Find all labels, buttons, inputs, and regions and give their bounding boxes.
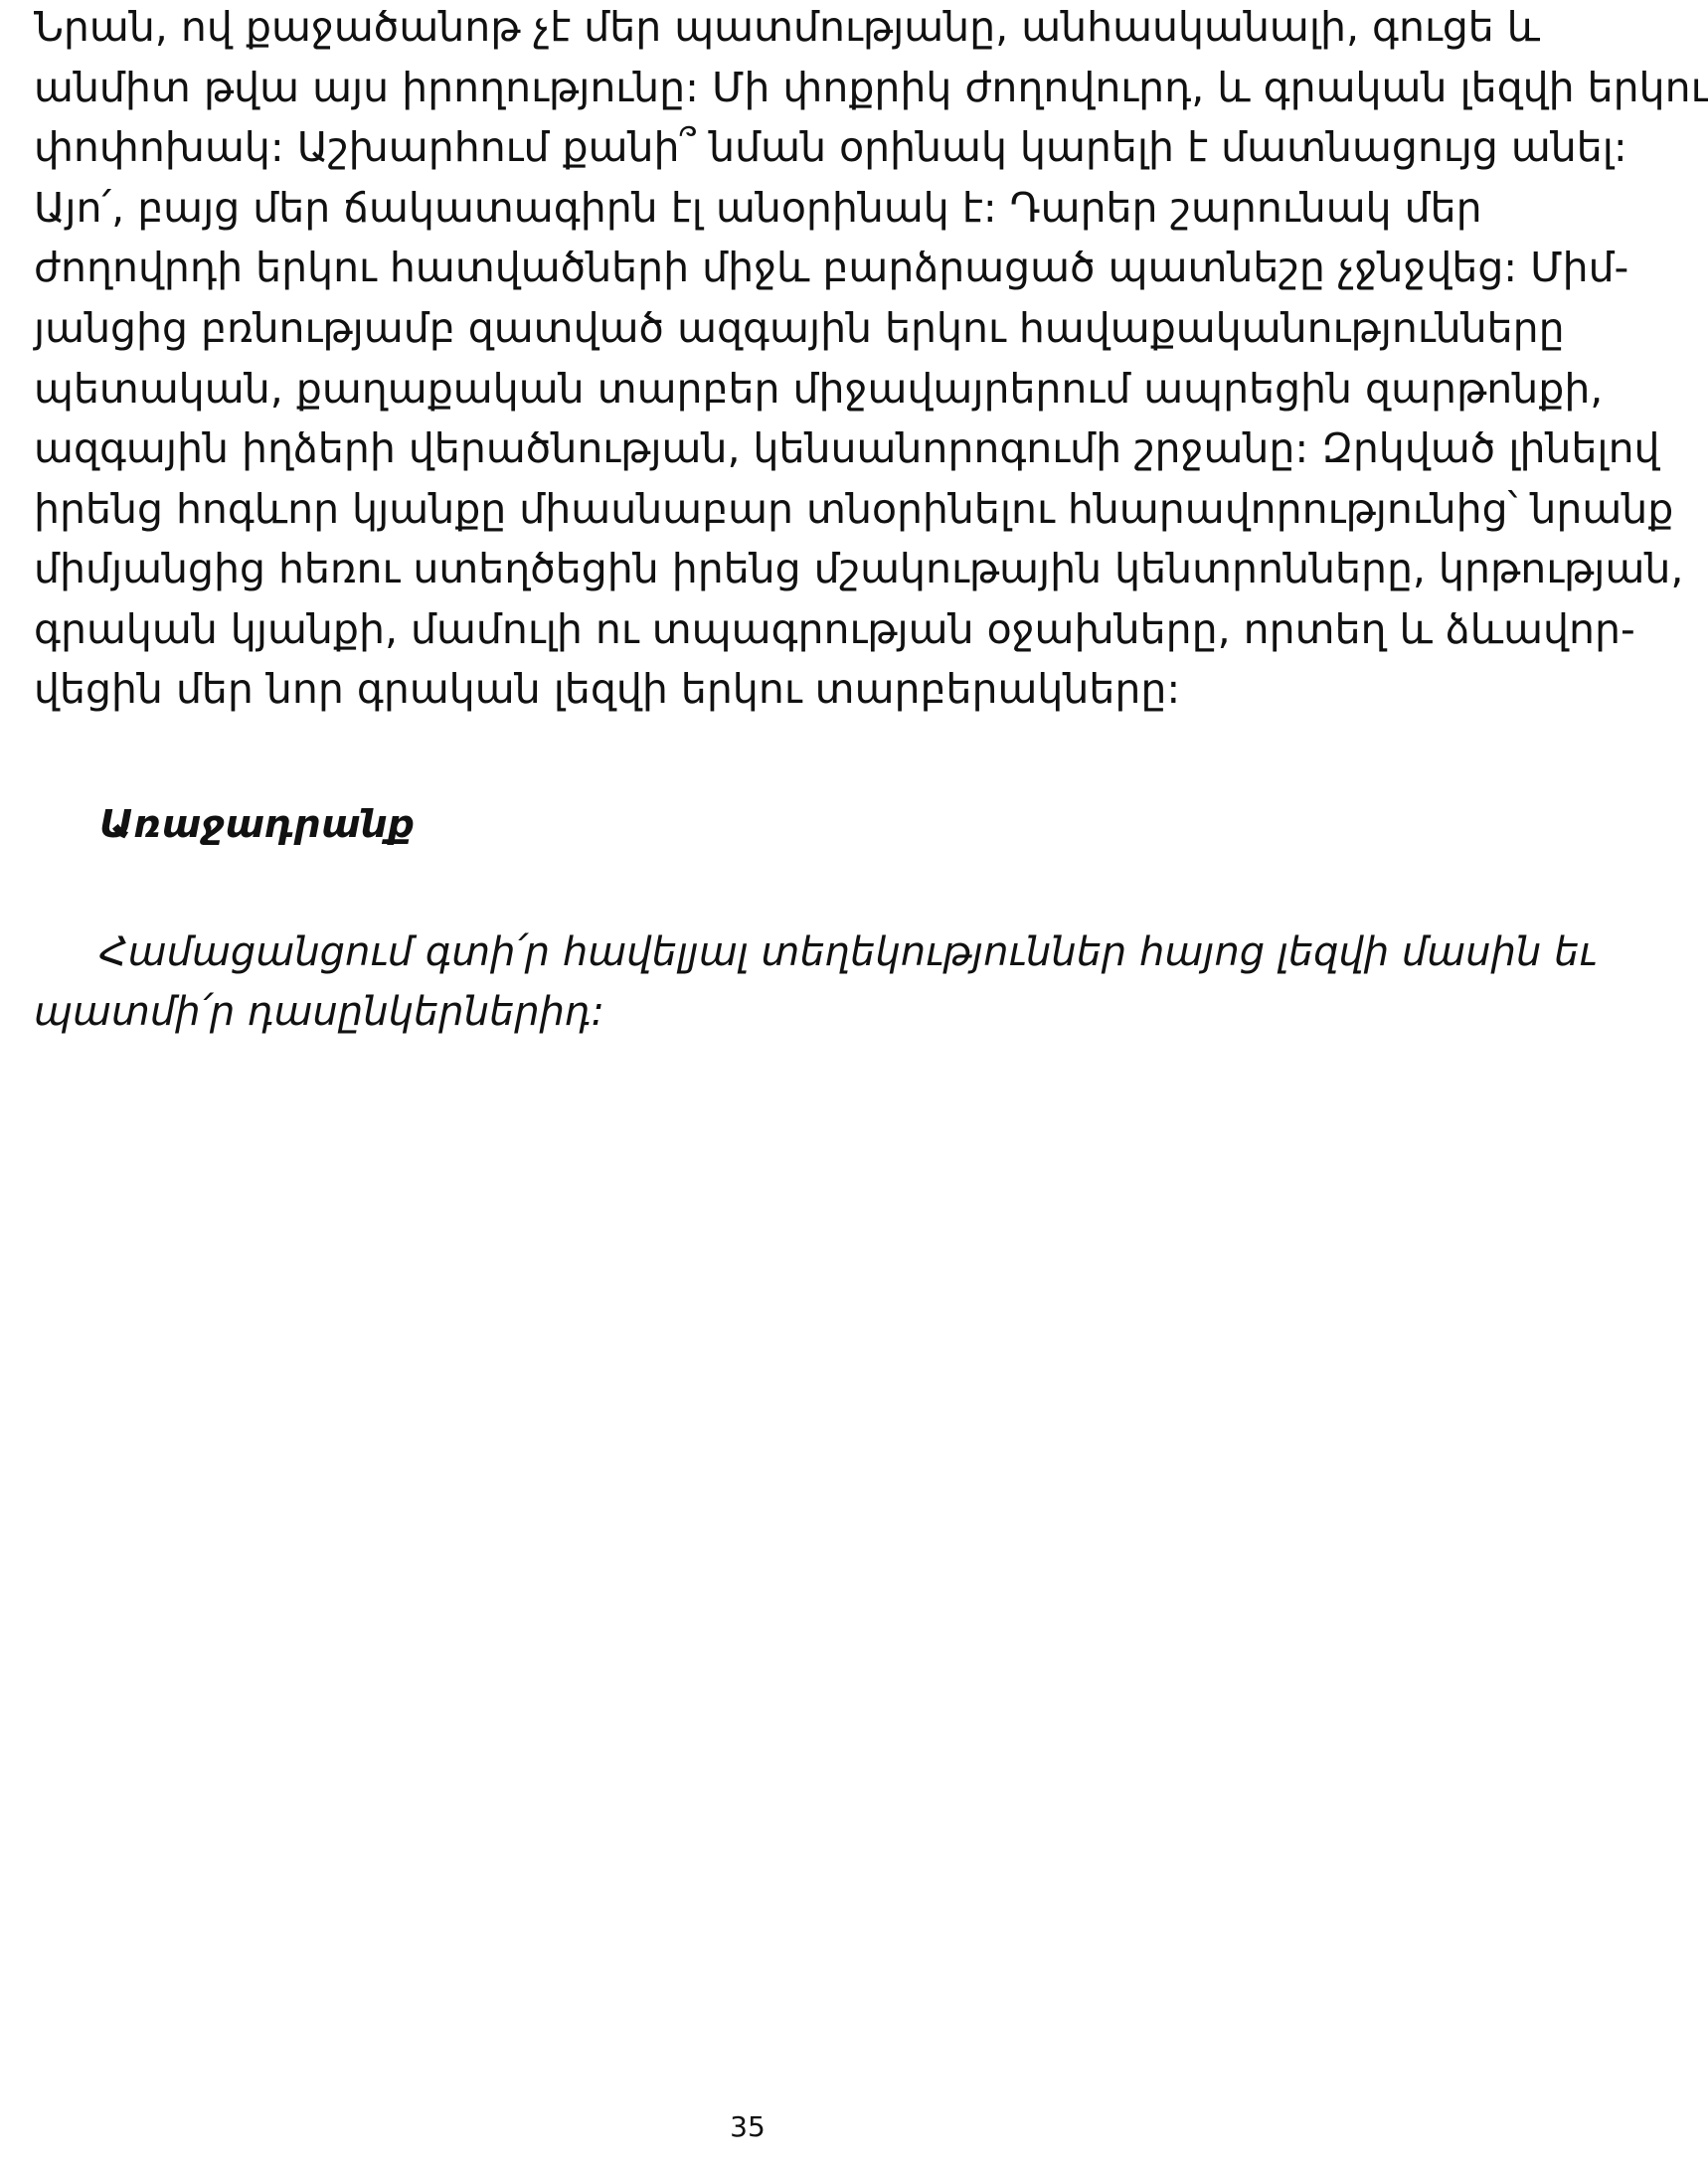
paragraph-line: իրենց հոգևոր կյանքը միասնաբար տնօրինելու հնարավորությունից՝ նրանք [34,485,1674,533]
paragraph-line: յանցից բռնությամբ զատված ազգային երկու հավաքականությունները [34,304,1565,352]
paragraph-line: վեցին մեր նոր գրական լեզվի երկու տարբերակները: [34,665,1181,713]
section-heading: Առաջադրանք [99,802,416,846]
paragraph-line: պետական, քաղաքական տարբեր միջավայրերում ապրեցին զարթոնքի, [34,365,1604,413]
paragraph-line: Նրան, ով քաջածանոթ չէ մեր պատմությանը, անհասկանալի, գուցե և [34,3,1541,51]
paragraph-line: գրական կյանքի, մամուլի ու տպագրության օջախները, որտեղ և ձևավոր- [34,605,1635,653]
document-page [34,0,1708,2168]
paragraph-line: ազգային իղձերի վերածնության, կենսանորոգումի շրջանը: Զրկված լինելով [34,424,1660,472]
paragraph-line: միմյանցից հեռու ստեղծեցին իրենց մշակութային կենտրոնները, կրթության, [34,545,1684,592]
paragraph-line: փոփոխակ: Աշխարհում քանի՞ նման օրինակ կարելի է մատնացույց անել: [34,123,1627,171]
task-line: Համացանցում գտի՛ր հավելյալ տեղեկություններ հայոց լեզվի մասին եւ [99,929,1597,975]
paragraph-line: ժողովրդի երկու հատվածների միջև բարձրացած պատնեշը չջնջվեց: Միմ- [34,244,1629,291]
paragraph-line: անմիտ թվա այս իրողությունը: Մի փոքրիկ ժողովուրդ, և գրական լեզվի երկու [34,64,1708,111]
task-line: պատմի՛ր դասընկերներիդ: [34,989,605,1035]
paragraph-line: Այո՛, բայց մեր ճակատագիրն էլ անօրինակ է: Դարեր շարունակ մեր [34,184,1482,232]
page-number: 35 [730,2110,766,2143]
